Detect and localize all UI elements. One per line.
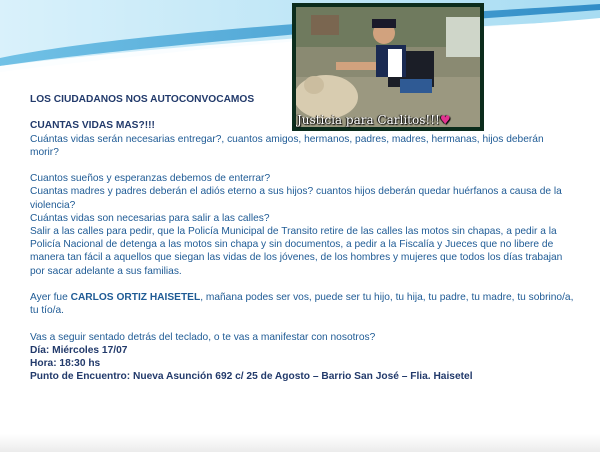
event-hour: Hora: 18:30 hs bbox=[30, 358, 101, 369]
victim-name: CARLOS ORTIZ HAISETEL bbox=[70, 292, 201, 303]
event-place: Punto de Encuentro: Nueva Asunción 692 c/ 25 de Agosto – Barrio San José – Flia. Haisetel bbox=[30, 371, 473, 383]
slide-bottom-shadow bbox=[0, 434, 600, 452]
paragraph-2d: Salir a las calles para pedir, que la Policía Municipal de Transito retire de las calles las motos sin chapas, a pedir a la Policía Nacional de detenga a las motos sin chapa y sin documentos, a pedir a la Fiscalía y Jueces que no libere de manera tan fácil a aquellos que siegan las vidas de los jóvenes, de los hombres y mujeres que todos los días trabajan por sacar adelante a sus familias. bbox=[30, 226, 563, 277]
event-day: Día: Miércoles 17/07 bbox=[30, 344, 128, 356]
paragraph-2a: Cuantos sueños y esperanzas debemos de enterrar? bbox=[30, 173, 271, 185]
paragraph-2c: Cuántas vidas son necesarias para salir a las calles? bbox=[30, 212, 270, 224]
photo-caption: Justicia para Carlitos!!!♥ bbox=[297, 113, 451, 127]
paragraph-3-post: , mañana podes ser vos, puede ser tu hijo, tu hija, tu padre, tu madre, tu sobrino/a, tu tío/a. bbox=[30, 292, 574, 317]
paragraph-2b: Cuantas madres y padres deberán el adiós eterno a sus hijos? cuantos hijos deberán quedar huérfanos a causa de la violencia? bbox=[30, 186, 562, 211]
paragraph-1: Cuántas vidas serán necesarias entregar?, cuantos amigos, hermanos, padres, madres, hermanas, hijos deberán morir? bbox=[30, 133, 544, 158]
paragraph-4: Vas a seguir sentado detrás del teclado, o te vas a manifestar con nosotros? bbox=[30, 331, 376, 343]
question-title: CUANTAS VIDAS MAS?!!! bbox=[30, 120, 155, 132]
paragraph-3-pre: Ayer fue bbox=[30, 292, 71, 303]
message-body bbox=[30, 93, 575, 397]
title: LOS CIUDADANOS NOS AUTOCONVOCAMOS bbox=[30, 94, 255, 105]
heart-icon: ♥ bbox=[439, 113, 451, 127]
